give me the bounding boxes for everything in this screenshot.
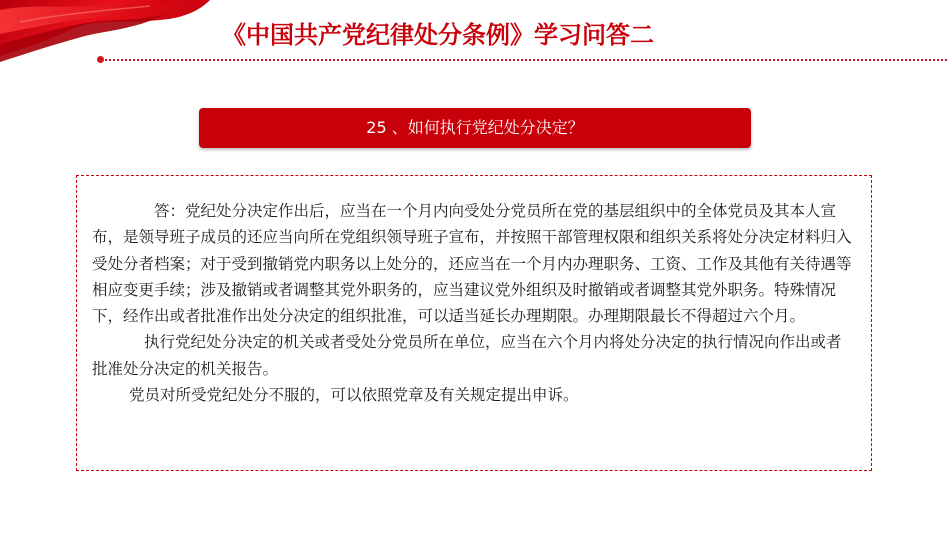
title-divider xyxy=(101,59,947,61)
question-text: 25 、如何执行党纪处分决定？ xyxy=(366,118,584,137)
answer-paragraph-1: 答：党纪处分决定作出后，应当在一个月内向受处分党员所在党的基层组织中的全体党员及其本人宣布，是领导班子成员的还应当向所在党组织领导班子宣布，并按照干部管理权限和组织关系将处分决定材料归入受处分者档案；对于受到撤销党内职务以上处分的，还应当在一个月内办理职务、工资、工作及其他有关待遇等相应变更手续；涉及撤销或者调整其党外职务的，应当建议党外组织及时撤销或者调整其党外职务。特殊情况下，经作出或者批准作出处分决定的组织批准，可以适当延长办理期限。办理期限最长不得超过六个月。 xyxy=(92,202,852,326)
answer-body xyxy=(92,198,854,408)
question-banner xyxy=(199,108,751,148)
answer-paragraph-2: 执行党纪处分决定的机关或者受处分党员所在单位，应当在六个月内将处分决定的执行情况向作出或者批准处分决定的机关报告。 xyxy=(92,333,842,378)
page-title: 《中国共产党纪律处分条例》学习问答二 xyxy=(222,21,654,49)
answer-paragraph-3: 党员对所受党纪处分不服的，可以依照党章及有关规定提出申诉。 xyxy=(129,386,579,405)
